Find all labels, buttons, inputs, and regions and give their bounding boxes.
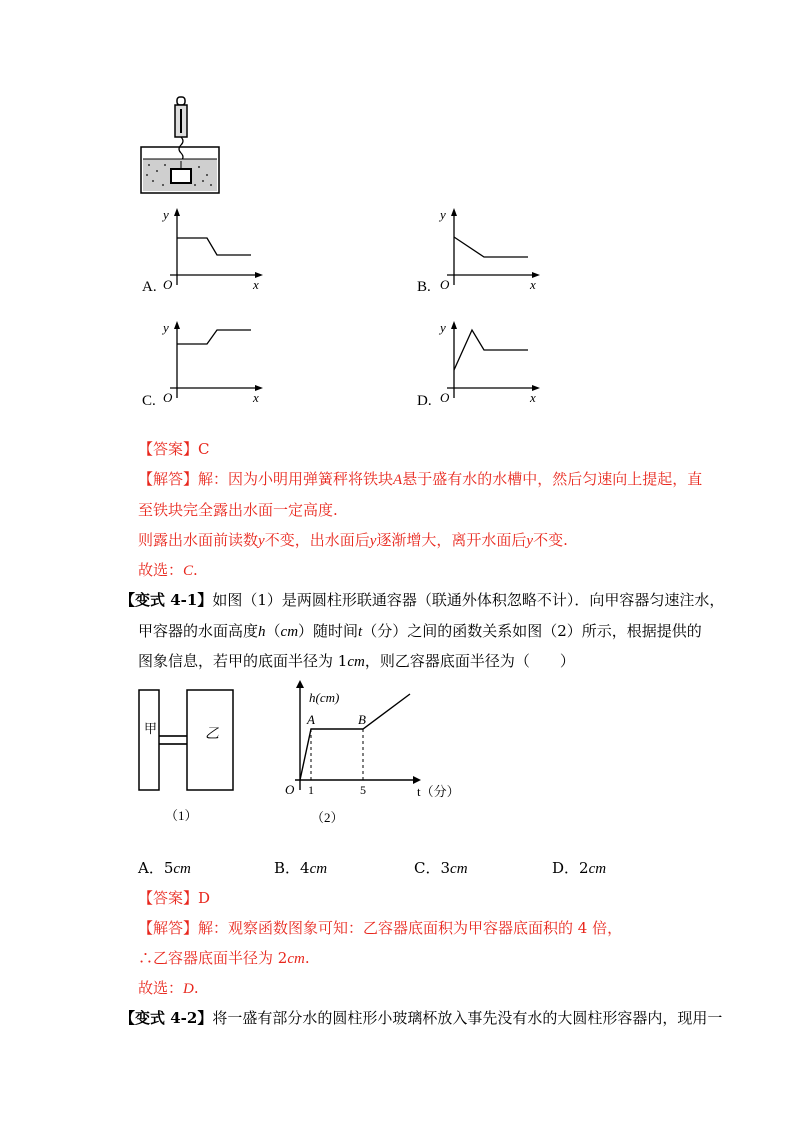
option-d-y-label: y	[440, 320, 446, 335]
option-c-y-label: y	[163, 320, 169, 335]
q41-text: （分）之间的函数关系如图（2）所示，根据提供的	[362, 622, 702, 640]
analysis-label: 【解答】	[138, 919, 199, 937]
analysis-text: 悬于盛有水的水槽中，然后匀速向上提起，直	[402, 470, 703, 488]
option-letter: A．	[138, 859, 164, 877]
q41-text: 图象信息，若甲的底面半径为 1	[138, 652, 348, 670]
q41-text: ，则乙容器底面半径为（ ）	[364, 652, 575, 670]
option-c-letter: C.	[142, 393, 156, 409]
q4-answer-line	[138, 439, 210, 459]
option-unit: cm	[309, 861, 328, 877]
analysis-text: 解：观察函数图象可知：乙容器底面积为甲容器底面积的 4 倍，	[198, 919, 623, 937]
option-letter: C．	[414, 859, 441, 877]
option-num: 5	[163, 859, 174, 877]
q41-option-b	[274, 858, 327, 879]
unit-cm: cm	[287, 951, 305, 967]
unit-cm: cm	[280, 624, 299, 640]
container-yi-label: 乙	[205, 727, 219, 742]
analysis-text: .	[304, 949, 310, 967]
q41-option-d	[552, 858, 606, 879]
option-a-y-label: y	[163, 207, 169, 222]
option-d-graph	[432, 318, 542, 410]
option-d-letter: D.	[417, 393, 432, 409]
analysis-text: 解：因为小明用弹簧秤将铁块	[198, 470, 394, 488]
option-c-graph	[155, 318, 265, 410]
q4-analysis-line-2: 至铁块完全露出水面一定高度.	[138, 501, 338, 519]
option-b-origin: O	[440, 277, 450, 292]
q41-option-c	[414, 858, 468, 879]
unit-cm: cm	[347, 654, 365, 670]
choose-label: 故选：	[138, 561, 184, 579]
q41-label: 【变式 4-1】	[120, 591, 213, 609]
q41-option-a	[138, 858, 191, 879]
analysis-label: 【解答】	[138, 470, 199, 488]
spring-scale-tank-figure	[135, 95, 225, 195]
t-axis-label: t（分）	[417, 784, 460, 799]
option-num: 4	[300, 859, 310, 877]
container-jia-label: 甲	[144, 721, 158, 736]
q41-text: （	[265, 622, 281, 640]
q41-analysis-line-1	[138, 918, 622, 938]
answer-value: C	[198, 440, 210, 458]
q4-analysis-line-3	[138, 530, 568, 551]
q4-analysis-line-1	[138, 469, 702, 490]
option-d-origin: O	[440, 390, 450, 405]
option-unit: cm	[588, 861, 607, 877]
option-num: 2	[579, 859, 589, 877]
q41-analysis-line-2	[138, 948, 310, 969]
analysis-text: 逐渐增大，离开水面后	[376, 531, 527, 549]
q41-text: 如图（1）是两圆柱形联通容器（联通外体积忽略不计）．向甲容器匀速注水，	[212, 591, 725, 609]
option-a-graph	[155, 205, 265, 297]
q41-answer-line	[138, 888, 210, 908]
choose-value: C	[183, 563, 194, 579]
option-b-y-label: y	[440, 207, 446, 222]
answer-value: D	[198, 889, 211, 907]
h-axis-label: h(cm)	[309, 690, 340, 705]
height-time-graph	[275, 672, 475, 830]
answer-label: 【答案】	[138, 440, 199, 458]
var-t: t	[358, 624, 363, 640]
option-letter: D．	[552, 859, 580, 877]
option-letter: B．	[274, 859, 301, 877]
connected-containers-figure	[135, 686, 245, 826]
analysis-text: 不变.	[533, 531, 568, 549]
option-a-letter: A.	[142, 279, 157, 295]
var-h: h	[258, 624, 266, 640]
option-unit: cm	[450, 861, 468, 877]
option-unit: cm	[173, 861, 191, 877]
analysis-text: 则露出水面前读数	[138, 531, 259, 549]
var-a: A	[393, 472, 403, 488]
answer-label: 【答案】	[138, 889, 199, 907]
option-b-letter: B.	[417, 279, 431, 295]
fig1-caption: （1）	[165, 808, 198, 823]
q41-line-2	[138, 621, 702, 642]
option-a-origin: O	[163, 277, 173, 292]
q41-line-3	[138, 651, 575, 672]
option-b-graph	[432, 205, 542, 297]
analysis-text: ∴乙容器底面半径为 2	[138, 949, 288, 967]
q42-line-1	[120, 1008, 722, 1028]
q4-choose-line	[138, 560, 198, 581]
option-a-x-label: x	[253, 277, 259, 292]
q41-text: ）随时间	[298, 622, 359, 640]
fig2-caption: （2）	[311, 810, 344, 825]
q41-line-1	[120, 590, 724, 610]
point-b-label: B	[358, 712, 366, 727]
tick-5-label: 5	[360, 783, 366, 797]
q41-choose-line	[138, 978, 199, 999]
option-d-x-label: x	[530, 390, 536, 405]
q42-label: 【变式 4-2】	[120, 1009, 213, 1027]
option-c-origin: O	[163, 390, 173, 405]
q42-text: 将一盛有部分水的圆柱形小玻璃杯放入事先没有水的大圆柱形容器内，现用一	[212, 1009, 723, 1027]
analysis-text: 不变，出水面后	[264, 531, 370, 549]
option-num: 3	[440, 859, 451, 877]
option-b-x-label: x	[530, 277, 536, 292]
var-y: y	[369, 533, 377, 549]
choose-end: .	[193, 979, 199, 997]
q41-text: 甲容器的水面高度	[138, 622, 259, 640]
var-y: y	[526, 533, 534, 549]
option-c-x-label: x	[253, 390, 259, 405]
choose-end: .	[193, 561, 198, 579]
graph-origin-label: O	[285, 782, 295, 797]
choose-label: 故选：	[138, 979, 184, 997]
var-y: y	[258, 533, 265, 549]
point-a-label: A	[307, 712, 315, 727]
choose-value: D	[183, 981, 194, 997]
tick-1-label: 1	[308, 783, 314, 797]
